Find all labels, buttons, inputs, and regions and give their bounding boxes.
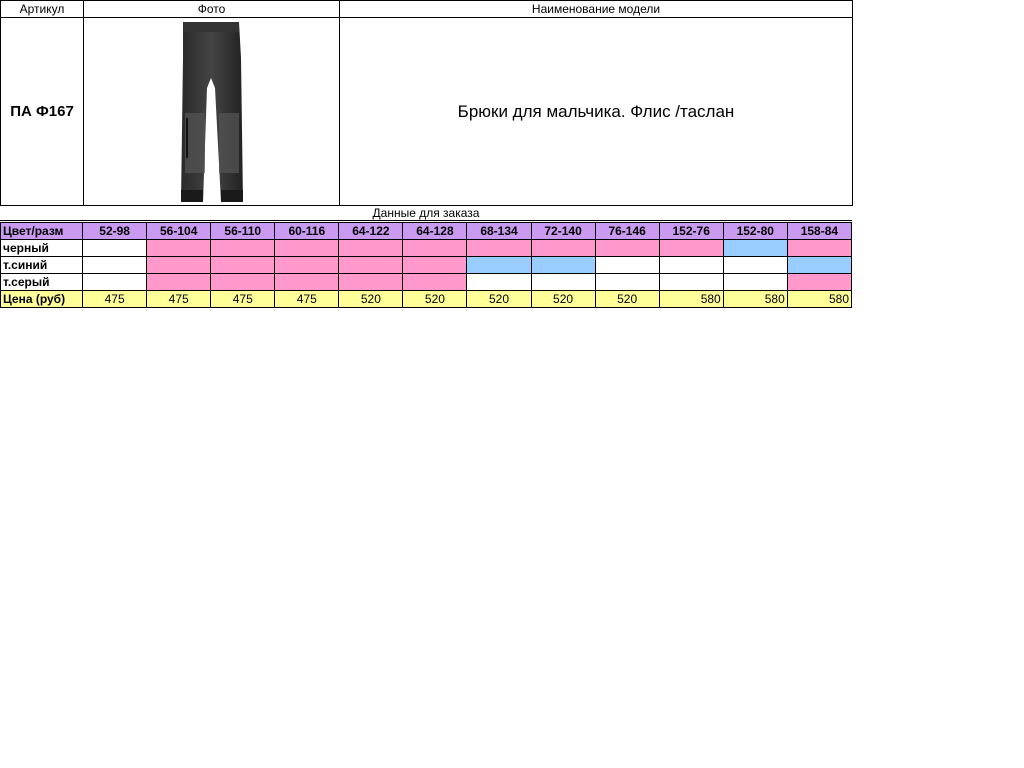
availability-cell[interactable] <box>467 240 531 257</box>
availability-cell[interactable] <box>531 274 595 291</box>
availability-cell[interactable] <box>595 257 659 274</box>
availability-cell[interactable] <box>403 274 467 291</box>
availability-cell[interactable] <box>211 257 275 274</box>
availability-cell[interactable] <box>595 240 659 257</box>
product-table <box>0 0 853 206</box>
color-label: т.серый <box>1 274 83 291</box>
size-header-cell: 64-122 <box>339 223 403 240</box>
color-row <box>1 240 852 257</box>
availability-cell[interactable] <box>787 274 851 291</box>
order-section-title: Данные для заказа <box>0 205 852 221</box>
size-header-cell: 76-146 <box>595 223 659 240</box>
color-row <box>1 257 852 274</box>
article-header: Артикул <box>1 1 84 18</box>
availability-cell[interactable] <box>275 274 339 291</box>
model-name: Брюки для мальчика. Флис /таслан <box>340 18 853 206</box>
availability-cell[interactable] <box>83 240 147 257</box>
size-header-cell: 68-134 <box>467 223 531 240</box>
availability-cell[interactable] <box>723 257 787 274</box>
availability-cell[interactable] <box>211 240 275 257</box>
availability-cell[interactable] <box>275 240 339 257</box>
availability-cell[interactable] <box>275 257 339 274</box>
photo-cell <box>84 18 340 206</box>
size-header-cell: 60-116 <box>275 223 339 240</box>
availability-cell[interactable] <box>531 240 595 257</box>
color-row <box>1 274 852 291</box>
availability-cell[interactable] <box>723 240 787 257</box>
availability-cell[interactable] <box>339 257 403 274</box>
availability-cell[interactable] <box>147 274 211 291</box>
availability-cell[interactable] <box>787 240 851 257</box>
order-table <box>0 222 852 308</box>
price-cell: 580 <box>723 291 787 308</box>
size-header-cell: 56-110 <box>211 223 275 240</box>
availability-cell[interactable] <box>467 257 531 274</box>
price-cell: 475 <box>147 291 211 308</box>
availability-cell[interactable] <box>339 240 403 257</box>
availability-cell[interactable] <box>787 257 851 274</box>
availability-cell[interactable] <box>595 274 659 291</box>
price-cell: 475 <box>211 291 275 308</box>
color-label: т.синий <box>1 257 83 274</box>
availability-cell[interactable] <box>147 257 211 274</box>
availability-cell[interactable] <box>83 257 147 274</box>
size-header-cell: 52-98 <box>83 223 147 240</box>
price-cell: 475 <box>83 291 147 308</box>
availability-cell[interactable] <box>467 274 531 291</box>
size-header-cell: 72-140 <box>531 223 595 240</box>
price-cell: 520 <box>531 291 595 308</box>
photo-header: Фото <box>84 1 340 18</box>
availability-cell[interactable] <box>659 274 723 291</box>
size-header-label: Цвет/разм <box>1 223 83 240</box>
model-header: Наименование модели <box>340 1 853 18</box>
price-cell: 580 <box>659 291 723 308</box>
price-row <box>1 291 852 308</box>
price-cell: 475 <box>275 291 339 308</box>
price-cell: 520 <box>467 291 531 308</box>
size-header-row <box>1 223 852 240</box>
availability-cell[interactable] <box>147 240 211 257</box>
availability-cell[interactable] <box>403 240 467 257</box>
price-cell: 520 <box>595 291 659 308</box>
size-header-cell: 64-128 <box>403 223 467 240</box>
availability-cell[interactable] <box>659 240 723 257</box>
price-cell: 520 <box>403 291 467 308</box>
availability-cell[interactable] <box>723 274 787 291</box>
availability-cell[interactable] <box>531 257 595 274</box>
availability-cell[interactable] <box>83 274 147 291</box>
price-label: Цена (руб) <box>1 291 83 308</box>
size-header-cell: 56-104 <box>147 223 211 240</box>
article-value: ПА Ф167 <box>1 18 84 206</box>
availability-cell[interactable] <box>403 257 467 274</box>
size-header-cell: 152-80 <box>723 223 787 240</box>
availability-cell[interactable] <box>659 257 723 274</box>
size-header-cell: 152-76 <box>659 223 723 240</box>
size-header-cell: 158-84 <box>787 223 851 240</box>
color-label: черный <box>1 240 83 257</box>
availability-cell[interactable] <box>211 274 275 291</box>
availability-cell[interactable] <box>339 274 403 291</box>
price-cell: 580 <box>787 291 851 308</box>
price-cell: 520 <box>339 291 403 308</box>
trousers-photo <box>177 18 247 205</box>
